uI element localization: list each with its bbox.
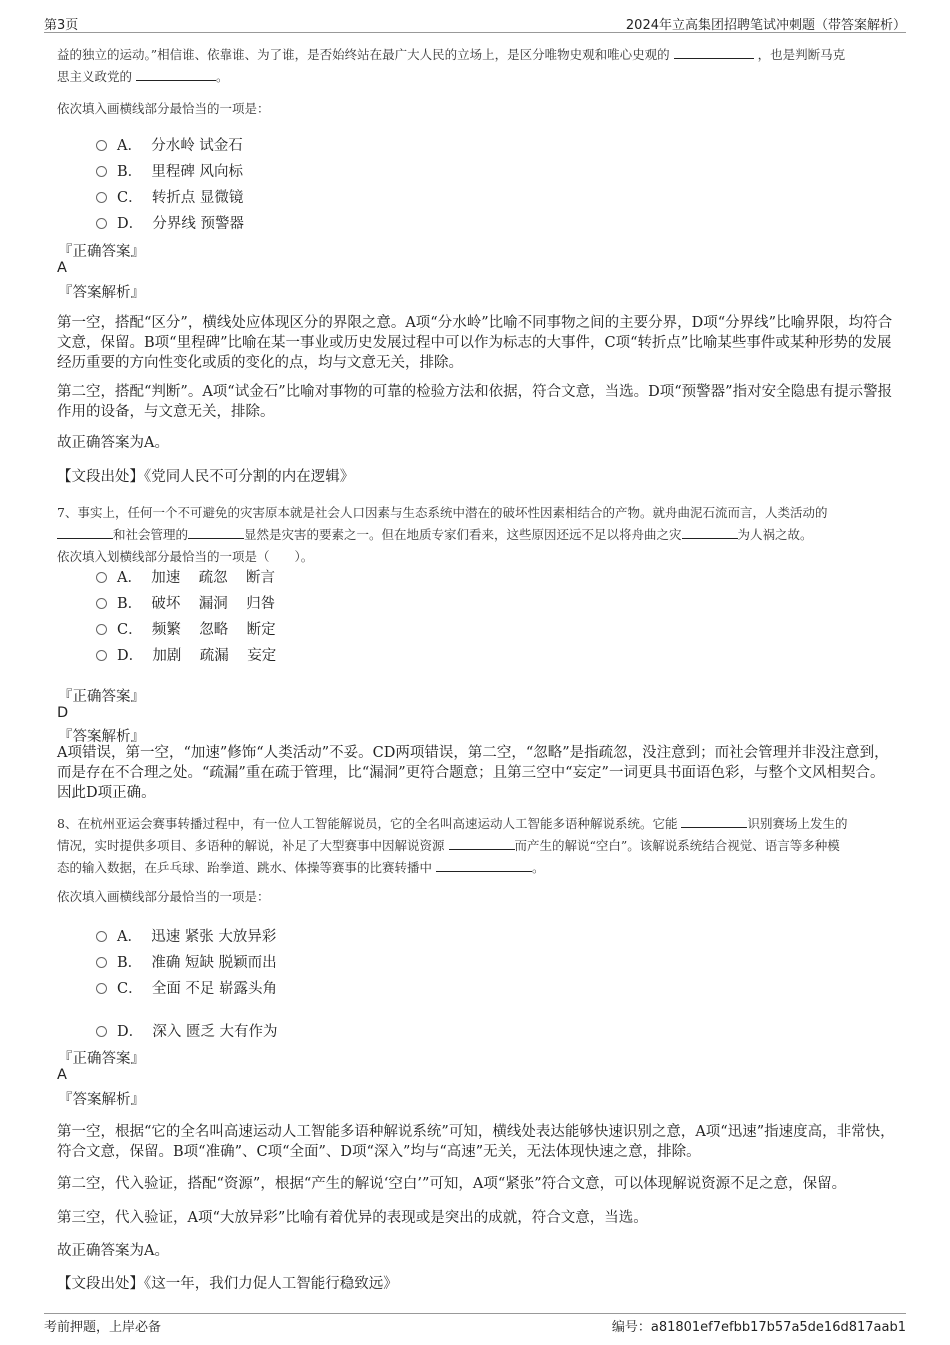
document-title: 2024年立高集团招聘笔试冲刺题（带答案解析） [625,18,906,33]
blank-line [436,857,532,872]
q6-option-c[interactable]: C． 转折点 显微镜 [96,186,243,207]
radio-icon[interactable] [96,650,107,661]
q6-option-d[interactable]: D． 分界线 预警器 [96,212,244,233]
q7-option-b[interactable]: B． 破坏 漏洞 归咎 [96,592,275,613]
q8-option-b[interactable]: B． 准确 短缺 脱颖而出 [96,951,277,972]
q7-answer: D [57,705,69,721]
q7-stem: 7、事实上，任何一个不可避免的灾害原本就是社会人口因素与生态系统中潜在的破坏性因素相结合的产物。就舟曲泥石流而言，人类活动的 和社会管理的 显然是灾害的要素之一。但在地质专家们看来，这些原因还远不足以将舟曲之灾 为人祸之故。 依次填入划横线部分最恰当的一项是（ ）。 [57,505,828,564]
q8-answer-label: 『正确答案』 [58,1051,145,1067]
footer-slogan: 考前押题，上岸必备 [44,1320,162,1335]
radio-icon[interactable] [96,166,107,177]
q8-option-d[interactable]: D． 深入 匮乏 大有作为 [96,1020,278,1041]
q6-source: 【文段出处】《党同人民不可分割的内在逻辑》 [57,469,355,485]
q7-analysis-label: 『答案解析』 [58,729,145,745]
q8-analysis-p4: 故正确答案为A。 [57,1243,169,1259]
blank-line [682,524,738,539]
radio-icon[interactable] [96,624,107,635]
q8-option-a[interactable]: A． 迅速 紧张 大放异彩 [96,925,276,946]
radio-icon[interactable] [96,983,107,994]
blank-line [188,524,244,539]
page-header [44,10,906,33]
radio-icon[interactable] [96,1026,107,1037]
radio-icon[interactable] [96,218,107,229]
q8-answer: A [57,1067,67,1083]
q7-option-d[interactable]: D． 加剧 疏漏 妄定 [96,644,276,665]
q8-analysis-p2: 第二空，代入验证，搭配“资源”，根据“产生的解说‘空白’”可知，A项“紧张”符合文意，可以体现解说资源不足之意，保留。 [57,1176,847,1192]
q6-answer-label: 『正确答案』 [58,244,145,260]
radio-icon[interactable] [96,931,107,942]
blank-line [681,813,747,828]
blank-line [136,66,216,81]
radio-icon[interactable] [96,598,107,609]
q7-prompt: 依次填入划横线部分最恰当的一项是（ ）。 [57,549,314,564]
radio-icon[interactable] [96,192,107,203]
q8-analysis-p1: 第一空，根据“它的全名叫高速运动人工智能多语种解说系统”可知，横线处表达能够快速识别之意，A项“迅速”指速度高，非常快，符合文意，保留。B项“准确”、C项“全面”、D项“深入”均与“高速”无关，无法体现快速之意，排除。 [57,1124,895,1160]
blank-line [674,44,754,59]
q6-analysis-label: 『答案解析』 [58,285,145,301]
radio-icon[interactable] [96,957,107,968]
q6-analysis-p1: 第一空，搭配“区分”，横线处应体现区分的界限之意。A项“分水岭”比喻不同事物之间的主要分界，D项“分界线”比喻界限，均符合文意，保留。B项“里程碑”比喻在某一事业或历史发展过程中可以作为标志的大事件，C项“转折点”比喻某些事件或某种形势的发展经历重要的方向性变化或质的变化的点，均与文意无关，排除。 [57,315,893,371]
q8-source: 【文段出处】《这一年，我们力促人工智能行稳致远》 [57,1276,398,1292]
q6-option-a[interactable]: A． 分水岭 试金石 [96,134,243,155]
q7-answer-label: 『正确答案』 [58,689,145,705]
q8-analysis-p3: 第三空，代入验证，A项“大放异彩”比喻有着优异的表现或是突出的成就，符合文意，当选。 [57,1210,648,1226]
q6-analysis-p3: 故正确答案为A。 [57,435,169,451]
q6-answer: A [57,260,67,276]
q6-analysis-p2: 第二空，搭配“判断”。A项“试金石”比喻对事物的可靠的检验方法和依据，符合文意，当选。D项“预警器”指对安全隐患有提示警报作用的设备，与文意无关，排除。 [57,384,893,420]
q6-prompt: 依次填入画横线部分最恰当的一项是： [57,101,270,116]
blank-line [449,835,515,850]
blank-line [57,524,113,539]
q7-analysis-p1: A项错误，第一空，“加速”修饰“人类活动”不妥。CD两项错误，第二空，“忽略”是指疏忽，没注意到；而社会管理并非没注意到，而是存在不合理之处。“疏漏”重在疏于管理，比“漏洞”更符合题意；且第三空中“妄定”一词更具书面语色彩，与整个文风相契合。因此D项正确。 [57,745,889,801]
q6-stem: 益的独立的运动。”相信谁、依靠谁、为了谁，是否始终站在最广大人民的立场上，是区分唯物史观和唯心史观的 ，也是判断马克 思主义政党的 。 [57,44,897,88]
page-number: 第3页 [44,18,79,33]
q6-option-b[interactable]: B． 里程碑 风向标 [96,160,243,181]
radio-icon[interactable] [96,572,107,583]
q8-prompt: 依次填入画横线部分最恰当的一项是： [57,889,270,904]
q8-stem: 8、在杭州亚运会赛事转播过程中，有一位人工智能解说员，它的全名叫高速运动人工智能多语种解说系统。它能 识别赛场上发生的 情况，实时提供多项目、多语种的解说，补足了大型赛事中因解说资源 而产生的解说“空白”。该解说系统结合视觉、语言等多种模 态的输入数据，在乒乓球、跆拳道、跳水、体操等赛事的比赛转播中 。 [57,813,897,879]
document-code: 编号：a81801ef7efbb17b57a5de16d817aab1 [611,1320,906,1335]
q7-option-c[interactable]: C． 频繁 忽略 断定 [96,618,276,639]
q8-option-c[interactable]: C． 全面 不足 崭露头角 [96,977,277,998]
q7-option-a[interactable]: A． 加速 疏忽 断言 [96,566,275,587]
radio-icon[interactable] [96,140,107,151]
q8-analysis-label: 『答案解析』 [58,1092,145,1108]
page-footer [44,1313,906,1335]
